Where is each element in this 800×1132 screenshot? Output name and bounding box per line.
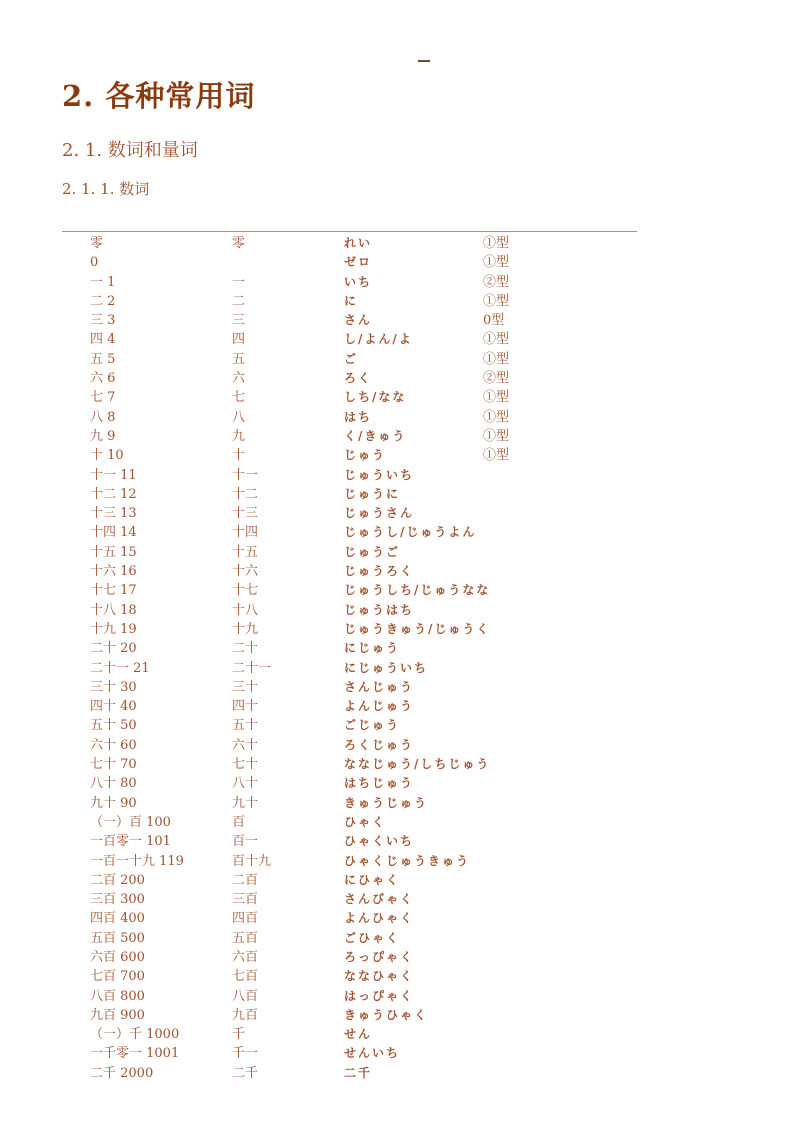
japanese-reading: さんじゅう xyxy=(344,679,415,694)
japanese-reading: はっぴゃく xyxy=(344,988,415,1003)
japanese-reading: ろく xyxy=(344,371,373,386)
japanese-reading: ひゃく xyxy=(344,814,387,829)
japanese-reading: にひゃく xyxy=(344,872,401,887)
table-row xyxy=(0,909,800,928)
kanji-numeral: 八十 xyxy=(232,776,259,792)
table-row xyxy=(0,1006,800,1025)
chinese-numeral: 七 7 xyxy=(90,390,116,406)
chinese-numeral: （一）千 1000 xyxy=(90,1027,180,1043)
table-row xyxy=(0,678,800,697)
japanese-reading: さんびゃく xyxy=(344,892,415,907)
table-row xyxy=(0,330,800,349)
table-row xyxy=(0,639,800,658)
kanji-numeral: 十二 xyxy=(232,486,259,502)
japanese-reading: せん xyxy=(344,1027,373,1042)
table-row xyxy=(0,736,800,755)
table-row xyxy=(0,543,800,562)
table-row xyxy=(0,523,800,542)
chinese-numeral: 十三 13 xyxy=(90,506,137,522)
table-row xyxy=(0,446,800,465)
chinese-numeral: 十四 14 xyxy=(90,525,137,541)
kanji-numeral: 二百 xyxy=(232,872,259,888)
kanji-numeral: 八百 xyxy=(232,988,259,1004)
kanji-numeral: 百十九 xyxy=(232,853,272,869)
japanese-reading: はち xyxy=(344,409,373,424)
kanji-numeral: 十七 xyxy=(232,583,259,599)
accent-type: ①型 xyxy=(483,293,510,309)
table-row xyxy=(0,350,800,369)
chinese-numeral: 九百 900 xyxy=(90,1007,145,1023)
chinese-numeral: 五 5 xyxy=(90,351,116,367)
table-row xyxy=(0,832,800,851)
chinese-numeral: 八十 80 xyxy=(90,776,137,792)
japanese-reading: せんいち xyxy=(344,1046,401,1061)
kanji-numeral: 九十 xyxy=(232,795,259,811)
chinese-numeral: 四百 400 xyxy=(90,911,145,927)
header-mark xyxy=(418,60,430,62)
kanji-numeral: 十九 xyxy=(232,621,259,637)
kanji-numeral: 十五 xyxy=(232,544,259,560)
kanji-numeral: 十一 xyxy=(232,467,259,483)
table-row xyxy=(0,967,800,986)
numeral-table xyxy=(0,234,800,1083)
chinese-numeral: 二十 20 xyxy=(90,641,137,657)
table-row xyxy=(0,273,800,292)
kanji-numeral: 六十 xyxy=(232,737,259,753)
table-row xyxy=(0,408,800,427)
chinese-numeral: 一百零一 101 xyxy=(90,834,171,850)
table-row xyxy=(0,948,800,967)
chinese-numeral: （一）百 100 xyxy=(90,814,171,830)
table-row xyxy=(0,659,800,678)
japanese-reading: よんじゅう xyxy=(344,699,415,714)
subsection-heading: 2. 1. 1. 数词 xyxy=(62,180,150,198)
chinese-numeral: 三百 300 xyxy=(90,892,145,908)
table-row xyxy=(0,890,800,909)
chinese-numeral: 九十 90 xyxy=(90,795,137,811)
japanese-reading: さん xyxy=(344,313,373,328)
japanese-reading: ななひゃく xyxy=(344,969,415,984)
chinese-numeral: 十五 15 xyxy=(90,544,137,560)
table-row xyxy=(0,581,800,600)
chinese-numeral: 一 1 xyxy=(90,274,116,290)
chinese-numeral: 十七 17 xyxy=(90,583,137,599)
accent-type: ①型 xyxy=(483,255,510,271)
table-row xyxy=(0,369,800,388)
chinese-numeral: 六十 60 xyxy=(90,737,137,753)
chinese-numeral: 十九 19 xyxy=(90,621,137,637)
section-heading: 2. 1. 数词和量词 xyxy=(62,140,198,161)
accent-type: ①型 xyxy=(483,428,510,444)
kanji-numeral: 九 xyxy=(232,428,246,444)
kanji-numeral: 四 xyxy=(232,332,246,348)
accent-type: ①型 xyxy=(483,236,510,251)
table-row xyxy=(0,311,800,330)
table-row xyxy=(0,620,800,639)
chinese-numeral: 七十 70 xyxy=(90,757,137,773)
japanese-reading: じゅういち xyxy=(344,467,415,482)
chinese-numeral: 九 9 xyxy=(90,428,116,444)
japanese-reading: じゅう xyxy=(344,448,387,463)
table-row xyxy=(0,697,800,716)
kanji-numeral: 二 xyxy=(232,293,246,309)
chinese-numeral: 五十 50 xyxy=(90,718,137,734)
japanese-reading: ひゃくじゅうきゅう xyxy=(344,853,471,868)
accent-type: ①型 xyxy=(483,390,510,406)
accent-type: ①型 xyxy=(483,332,510,348)
kanji-numeral: 五百 xyxy=(232,930,259,946)
kanji-numeral: 九百 xyxy=(232,1007,259,1023)
kanji-numeral: 七 xyxy=(232,390,246,406)
chinese-numeral: 0 xyxy=(90,255,99,271)
chinese-numeral: 十 10 xyxy=(90,448,124,464)
chinese-numeral: 一千零一 1001 xyxy=(90,1046,180,1062)
accent-type: ②型 xyxy=(483,371,510,387)
japanese-reading: いち xyxy=(344,274,373,289)
chinese-numeral: 一百一十九 119 xyxy=(90,853,184,869)
table-row xyxy=(0,813,800,832)
table-row xyxy=(0,253,800,272)
table-row xyxy=(0,794,800,813)
japanese-reading: よんひゃく xyxy=(344,911,415,926)
chinese-numeral: 四 4 xyxy=(90,332,116,348)
chinese-numeral: 十一 11 xyxy=(90,467,137,483)
japanese-reading: きゅうじゅう xyxy=(344,795,429,810)
kanji-numeral: 三十 xyxy=(232,679,259,695)
japanese-reading: ご xyxy=(344,351,359,366)
kanji-numeral: 零 xyxy=(232,236,246,251)
table-top-rule xyxy=(62,231,637,232)
table-row xyxy=(0,716,800,735)
japanese-reading: じゅうはち xyxy=(344,602,415,617)
chinese-numeral: 六 6 xyxy=(90,371,116,387)
japanese-reading: じゅうしち/じゅうなな xyxy=(344,583,491,598)
table-row xyxy=(0,852,800,871)
kanji-numeral: 百一 xyxy=(232,834,259,850)
chinese-numeral: 三十 30 xyxy=(90,679,137,695)
japanese-reading: じゅうし/じゅうよん xyxy=(344,525,477,540)
kanji-numeral: 千 xyxy=(232,1027,246,1043)
chinese-numeral: 二十一 21 xyxy=(90,660,150,676)
kanji-numeral: 十 xyxy=(232,448,246,464)
table-row xyxy=(0,929,800,948)
japanese-reading: じゅうに xyxy=(344,486,401,501)
chinese-numeral: 零 xyxy=(90,236,104,251)
japanese-reading: じゅうろく xyxy=(344,564,415,579)
kanji-numeral: 十八 xyxy=(232,602,259,618)
chinese-numeral: 七百 700 xyxy=(90,969,145,985)
table-row xyxy=(0,1044,800,1063)
accent-type: ①型 xyxy=(483,448,510,464)
kanji-numeral: 百 xyxy=(232,814,246,830)
kanji-numeral: 二千 xyxy=(232,1065,259,1081)
kanji-numeral: 十六 xyxy=(232,564,259,580)
chinese-numeral: 三 3 xyxy=(90,313,116,329)
japanese-reading: じゅうさん xyxy=(344,506,415,521)
kanji-numeral: 千一 xyxy=(232,1046,259,1062)
kanji-numeral: 十四 xyxy=(232,525,259,541)
table-row xyxy=(0,601,800,620)
japanese-reading: じゅうきゅう/じゅうく xyxy=(344,621,491,636)
kanji-numeral: 七十 xyxy=(232,757,259,773)
japanese-reading: し/よん/よ xyxy=(344,332,413,347)
table-row xyxy=(0,504,800,523)
chinese-numeral: 二百 200 xyxy=(90,872,145,888)
kanji-numeral: 十三 xyxy=(232,506,259,522)
table-row xyxy=(0,388,800,407)
kanji-numeral: 六 xyxy=(232,371,246,387)
japanese-reading: じゅうご xyxy=(344,544,401,559)
chinese-numeral: 十六 16 xyxy=(90,564,137,580)
japanese-reading: に xyxy=(344,293,359,308)
table-row xyxy=(0,1025,800,1044)
kanji-numeral: 五 xyxy=(232,351,246,367)
accent-type: 0型 xyxy=(483,313,505,329)
table-row xyxy=(0,485,800,504)
chinese-numeral: 五百 500 xyxy=(90,930,145,946)
kanji-numeral: 四十 xyxy=(232,699,259,715)
table-row xyxy=(0,774,800,793)
kanji-numeral: 二十一 xyxy=(232,660,272,676)
table-row xyxy=(0,1064,800,1083)
chinese-numeral: 二 2 xyxy=(90,293,116,309)
japanese-reading: く/きゅう xyxy=(344,428,407,443)
accent-type: ①型 xyxy=(483,409,510,425)
japanese-reading: はちじゅう xyxy=(344,776,415,791)
table-row xyxy=(0,234,800,253)
japanese-reading: にじゅういち xyxy=(344,660,429,675)
japanese-reading: ごひゃく xyxy=(344,930,401,945)
kanji-numeral: 六百 xyxy=(232,949,259,965)
accent-type: ①型 xyxy=(483,351,510,367)
kanji-numeral: 五十 xyxy=(232,718,259,734)
table-row xyxy=(0,755,800,774)
japanese-reading: きゅうひゃく xyxy=(344,1007,429,1022)
accent-type: ②型 xyxy=(483,274,510,290)
japanese-reading: れい xyxy=(344,236,373,250)
kanji-numeral: 七百 xyxy=(232,969,259,985)
japanese-reading: ななじゅう/しちじゅう xyxy=(344,757,491,772)
table-row xyxy=(0,427,800,446)
chinese-numeral: 四十 40 xyxy=(90,699,137,715)
chinese-numeral: 十二 12 xyxy=(90,486,137,502)
japanese-reading: にじゅう xyxy=(344,641,401,656)
japanese-reading: しち/なな xyxy=(344,390,407,405)
chinese-numeral: 八 8 xyxy=(90,409,116,425)
chinese-numeral: 六百 600 xyxy=(90,949,145,965)
chinese-numeral: 八百 800 xyxy=(90,988,145,1004)
japanese-reading: ろっぴゃく xyxy=(344,949,415,964)
chinese-numeral: 二千 2000 xyxy=(90,1065,154,1081)
kanji-numeral: 一 xyxy=(232,274,246,290)
kanji-numeral: 二十 xyxy=(232,641,259,657)
japanese-reading: ゼロ xyxy=(344,255,373,270)
table-row xyxy=(0,562,800,581)
japanese-reading: ごじゅう xyxy=(344,718,401,733)
table-row xyxy=(0,292,800,311)
japanese-reading: ひゃくいち xyxy=(344,834,415,849)
page-title: 2. 各种常用词 xyxy=(62,79,256,113)
japanese-reading: 二千 xyxy=(344,1065,373,1080)
chinese-numeral: 十八 18 xyxy=(90,602,137,618)
table-row xyxy=(0,871,800,890)
kanji-numeral: 四百 xyxy=(232,911,259,927)
japanese-reading: ろくじゅう xyxy=(344,737,415,752)
kanji-numeral: 三 xyxy=(232,313,246,329)
kanji-numeral: 三百 xyxy=(232,892,259,908)
table-row xyxy=(0,987,800,1006)
table-row xyxy=(0,466,800,485)
kanji-numeral: 八 xyxy=(232,409,246,425)
